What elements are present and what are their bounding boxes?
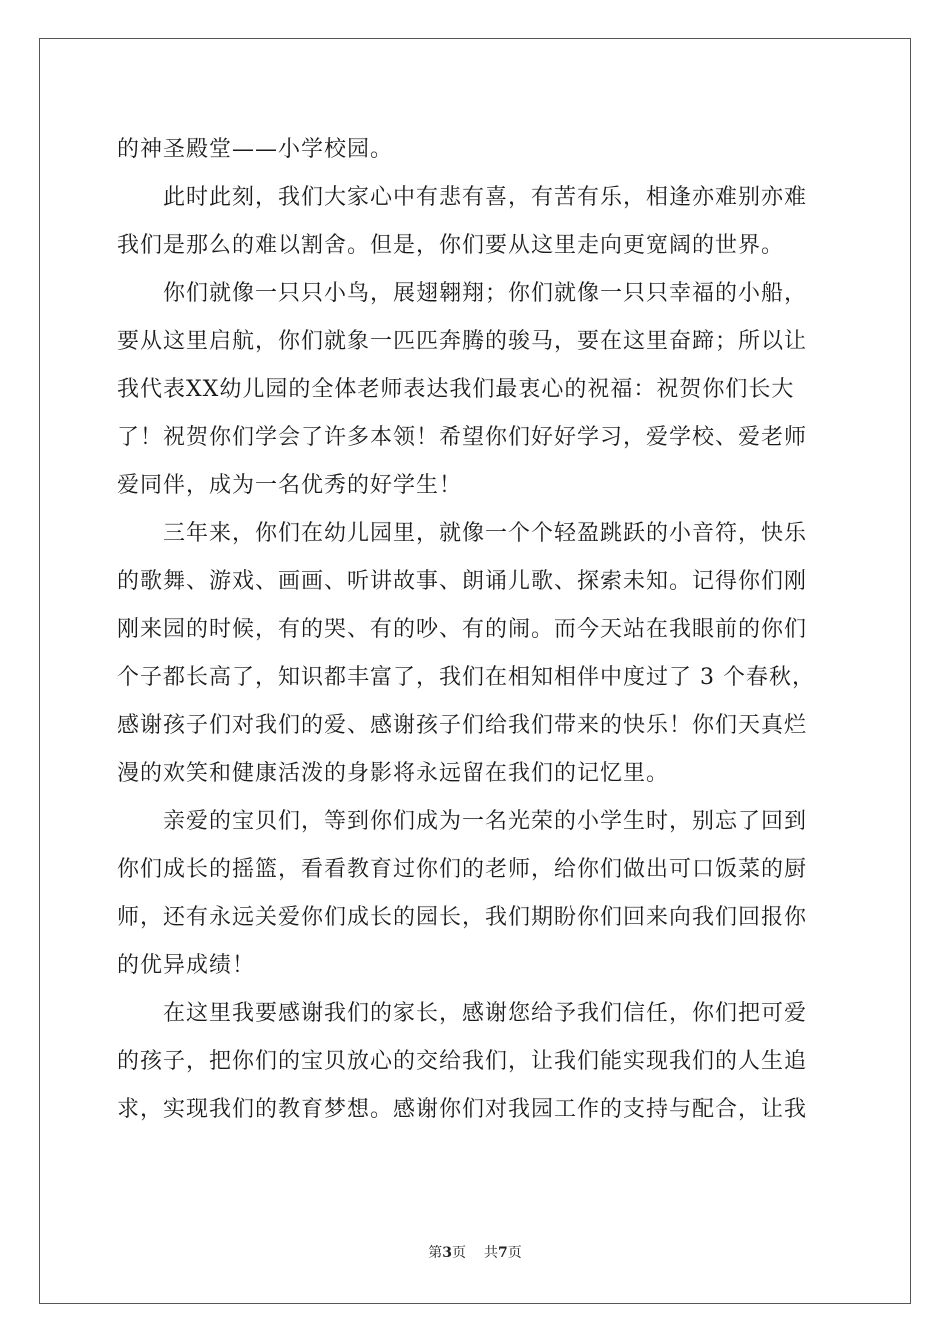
paragraph xyxy=(117,510,833,798)
text-line: 此时此刻，我们大家心中有悲有喜，有苦有乐，相逢亦难别亦难 xyxy=(163,185,808,210)
text-line: 的优异成绩！ xyxy=(117,953,256,978)
paragraph xyxy=(117,798,833,990)
text-line: 在这里我要感谢我们的家长，感谢您给予我们信任，你们把可爱 xyxy=(163,1001,808,1026)
paragraph xyxy=(117,990,833,1134)
text-line: 我们是那么的难以割舍。但是，你们要从这里走向更宽阔的世界。 xyxy=(117,233,785,258)
text-line: 亲爱的宝贝们，等到你们成为一名光荣的小学生时，别忘了回到 xyxy=(163,809,808,834)
page-suffix: 页 xyxy=(452,1245,466,1261)
page-footer xyxy=(0,1243,950,1263)
total-suffix: 页 xyxy=(507,1245,522,1261)
text-line: 漫的欢笑和健康活泼的身影将永远留在我们的记忆里。 xyxy=(117,761,670,786)
text-line: 的神圣殿堂——小学校园。 xyxy=(117,137,394,162)
text-line: 的孩子，把你们的宝贝放心的交给我们，让我们能实现我们的人生追 xyxy=(117,1049,808,1074)
text-line: 三年来，你们在幼儿园里，就像一个个轻盈跳跃的小音符，快乐 xyxy=(163,521,808,546)
text-line: 的歌舞、游戏、画画、听讲故事、朗诵儿歌、探索未知。记得你们刚 xyxy=(117,569,808,594)
text-line: 我代表XX幼儿园的全体老师表达我们最衷心的祝福：祝贺你们长大 xyxy=(117,377,795,402)
text-line: 感谢孩子们对我们的爱、感谢孩子们给我们带来的快乐！你们天真烂 xyxy=(117,713,808,738)
text-line: 了！祝贺你们学会了许多本领！希望你们好好学习，爱学校、爱老师 xyxy=(117,425,808,450)
text-line: 个子都长高了，知识都丰富了，我们在相知相伴中度过了 3 个春秋， xyxy=(117,665,815,690)
text-line: 要从这里启航，你们就象一匹匹奔腾的骏马，要在这里奋蹄；所以让 xyxy=(117,329,808,354)
text-line: 师，还有永远关爱你们成长的园长，我们期盼你们回来向我们回报你 xyxy=(117,905,808,930)
text-line: 你们成长的摇篮，看看教育过你们的老师，给你们做出可口饭菜的厨 xyxy=(117,857,808,882)
text-line: 你们就像一只只小鸟，展翅翱翔；你们就像一只只幸福的小船， xyxy=(163,281,808,306)
total-prefix: 共 xyxy=(484,1245,498,1261)
page-number: 3 xyxy=(442,1245,452,1261)
text-line: 求，实现我们的教育梦想。感谢你们对我园工作的支持与配合，让我 xyxy=(117,1097,808,1122)
paragraph xyxy=(117,174,833,270)
total-pages: 7 xyxy=(498,1245,508,1261)
paragraph xyxy=(117,126,833,174)
text-line: 刚来园的时候，有的哭、有的吵、有的闹。而今天站在我眼前的你们 xyxy=(117,617,808,642)
document-body xyxy=(117,126,833,1134)
page-prefix: 第 xyxy=(428,1245,443,1261)
text-line: 爱同伴，成为一名优秀的好学生！ xyxy=(117,473,463,498)
paragraph xyxy=(117,270,833,510)
